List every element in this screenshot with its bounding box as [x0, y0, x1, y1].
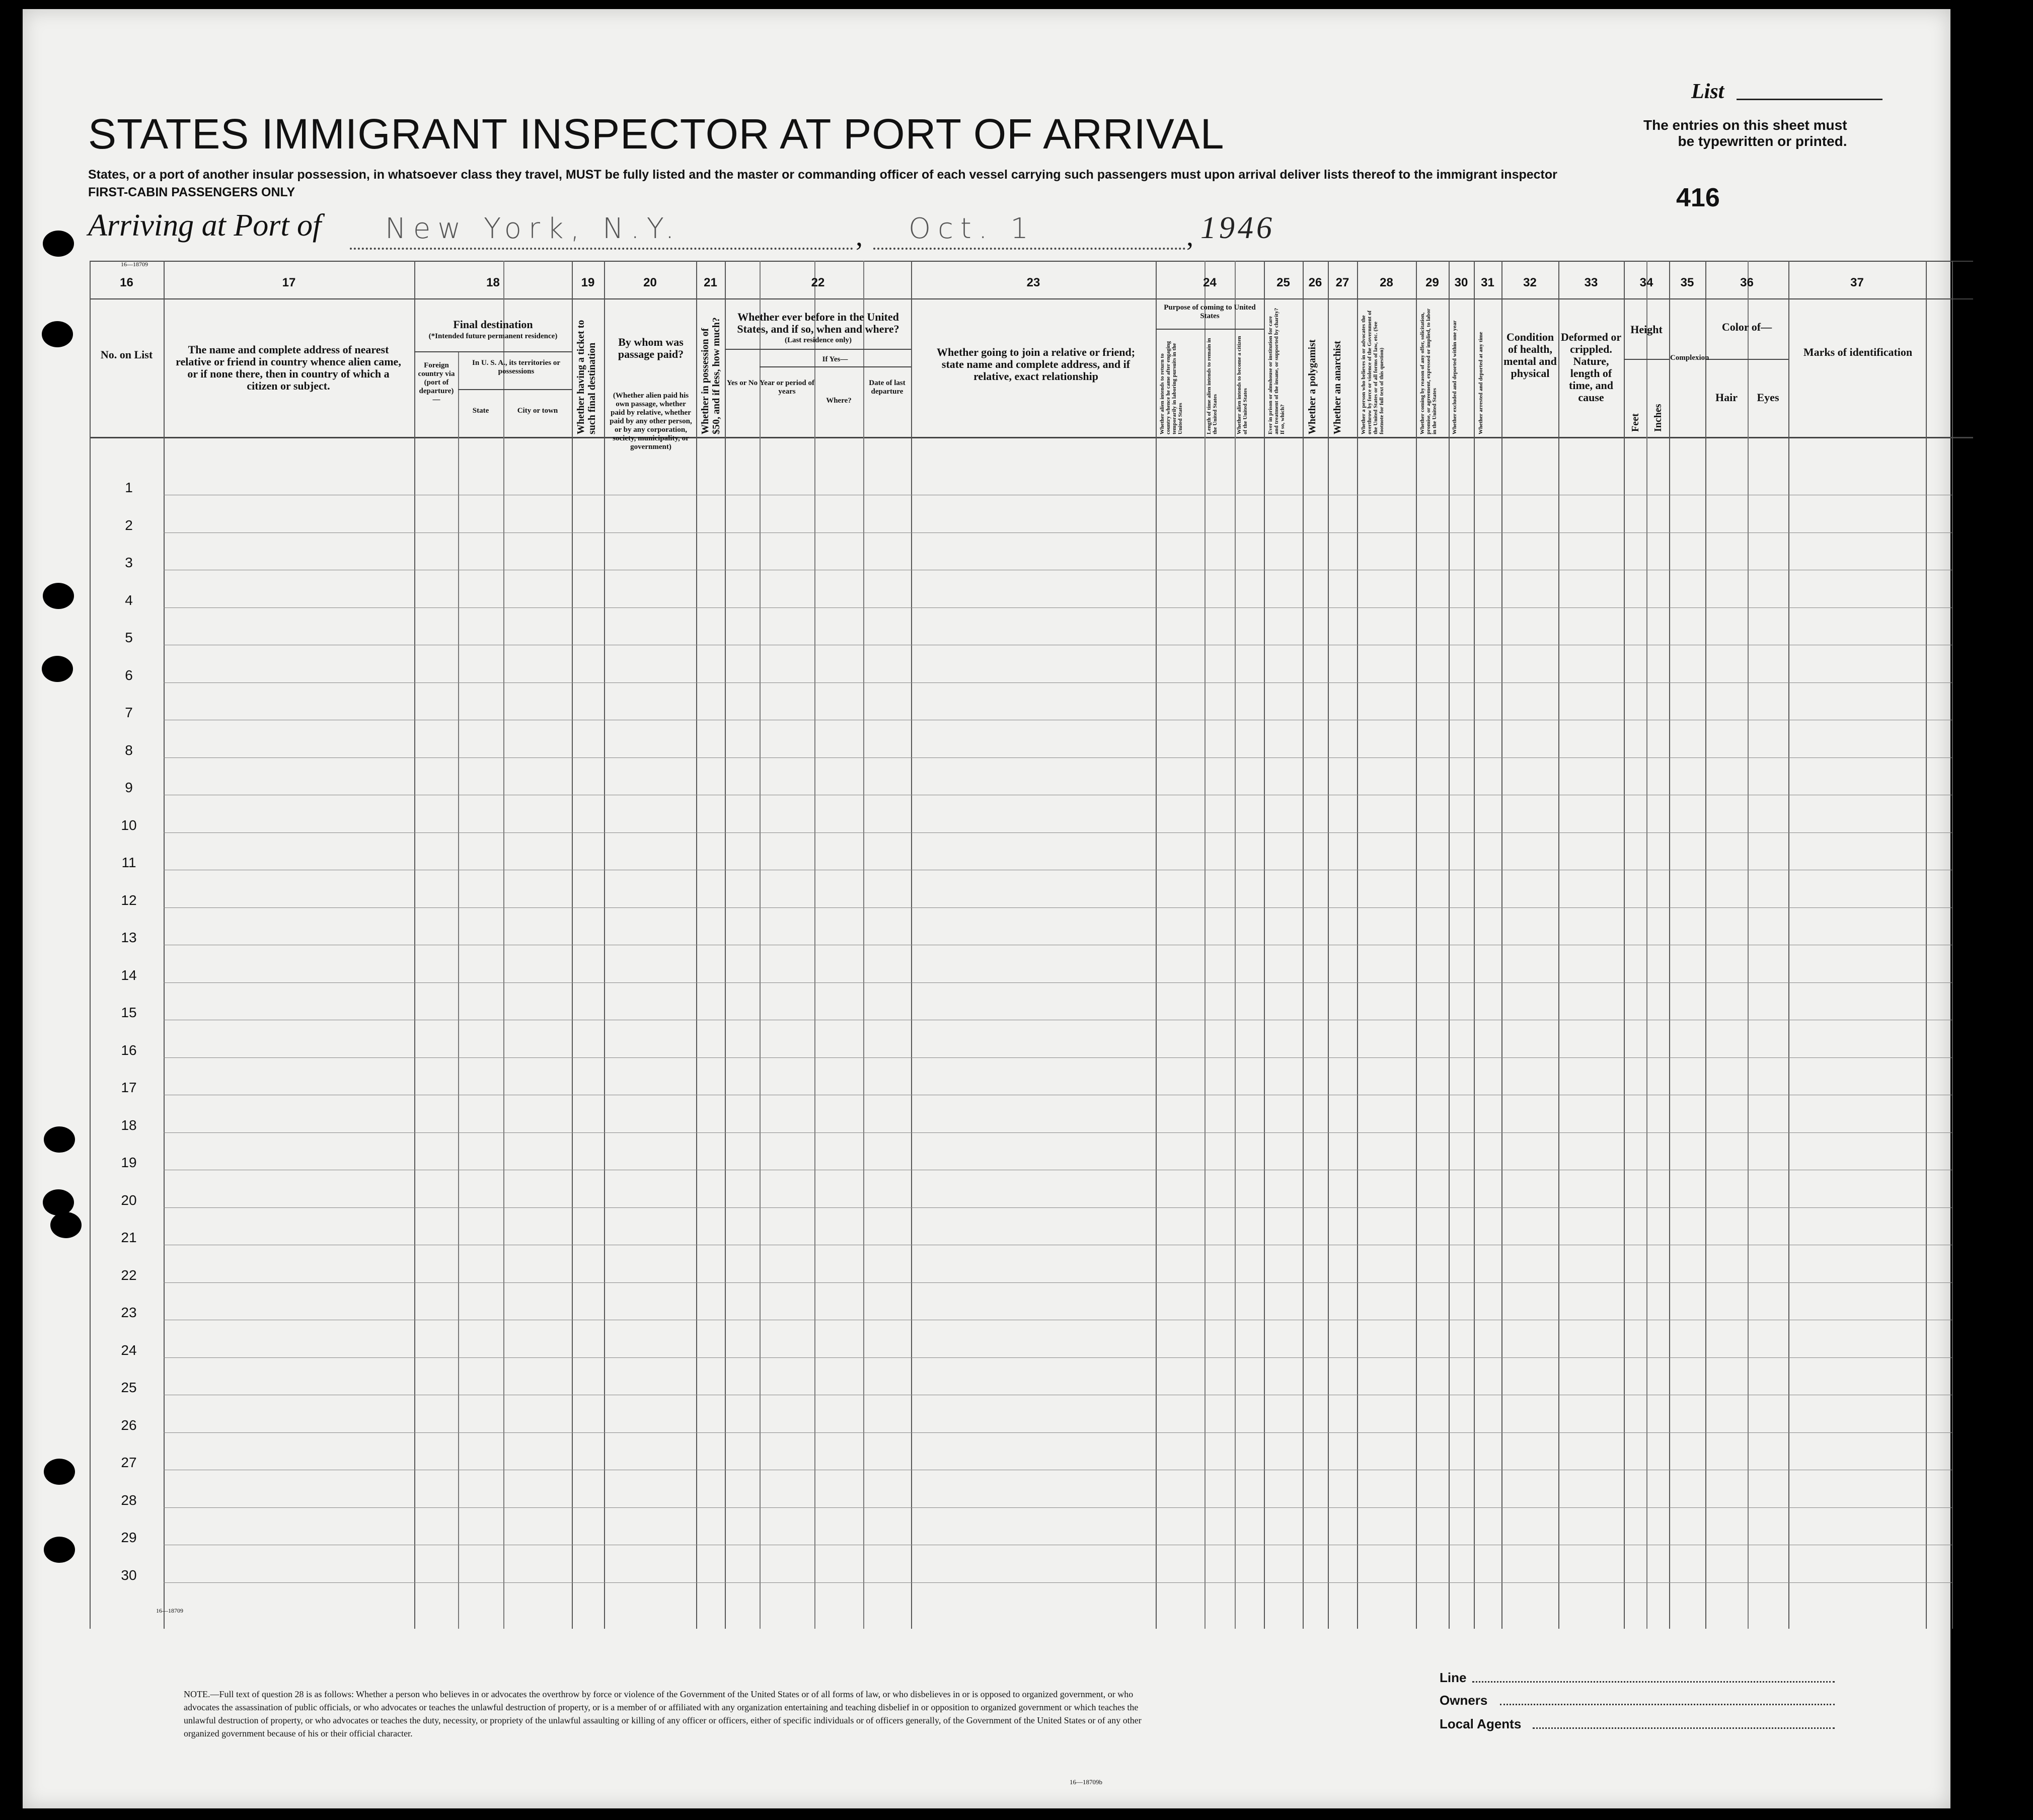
row-rule — [164, 1357, 1952, 1358]
form-code-footer: 16—18709b — [1070, 1778, 1102, 1786]
row-rule — [164, 982, 1952, 983]
form-code-bottom: 16—18709 — [156, 1607, 183, 1614]
column-number: 26 — [1308, 276, 1322, 289]
column-rule — [90, 261, 91, 1629]
entries-note-line-1: The entries on this sheet must — [1643, 117, 1847, 133]
header-in-usa: In U. S. A., its territories or possessions — [472, 359, 560, 375]
column-number: 25 — [1276, 276, 1290, 289]
header-if-yes: If Yes— — [822, 355, 848, 363]
header-question-28: Whether a person who believes in or advocates the overthrow by force or violence of the Government of the United States or of all forms of law, etc. (See footnote for full text of this question) — [1361, 310, 1385, 434]
group-rule — [1156, 329, 1264, 330]
row-number: 15 — [121, 1005, 137, 1020]
date-field[interactable] — [873, 212, 1185, 250]
list-number-field[interactable] — [1737, 99, 1883, 100]
header-yes-or-no: Yes or No — [726, 379, 758, 387]
row-number: 10 — [121, 817, 137, 833]
row-rule — [164, 1132, 1952, 1133]
header-eyes: Eyes — [1757, 391, 1779, 404]
row-rule — [164, 1582, 1952, 1583]
year-field[interactable] — [1200, 210, 1275, 246]
column-number: 22 — [811, 276, 825, 289]
column-number: 21 — [704, 276, 717, 289]
column-number: 19 — [581, 276, 595, 289]
row-rule — [164, 832, 1952, 833]
column-number: 35 — [1680, 276, 1694, 289]
row-number: 25 — [121, 1380, 137, 1395]
entries-note-line-2: be typewritten or printed. — [1678, 133, 1847, 149]
punch-hole — [44, 1537, 75, 1563]
column-number: 28 — [1380, 276, 1393, 289]
header-joining-relative: Whether going to join a relative or friend; state name and complete address, and if relative, exact relationship — [936, 346, 1136, 383]
row-number: 1 — [125, 480, 133, 495]
header-fifty-dollars: Whether in possession of $50, and if less, how much? — [700, 317, 722, 434]
header-arrested-deported: Whether arrested and deported at any time — [1478, 332, 1484, 434]
group-rule — [760, 366, 911, 367]
row-rule — [164, 1507, 1952, 1508]
row-rule — [164, 1207, 1952, 1208]
column-number: 24 — [1203, 276, 1217, 289]
header-passage-paid: By whom was passage paid? — [618, 336, 684, 360]
entries-note — [1643, 117, 1847, 149]
row-number: 30 — [121, 1567, 137, 1583]
row-number: 23 — [121, 1305, 137, 1320]
header-final-destination-note: (*Intended future permanent residence) — [428, 332, 558, 340]
header-inches: Inches — [1652, 404, 1664, 432]
column-number: 27 — [1335, 276, 1349, 289]
form-subtitle: States, or a port of another insular possession, in whatsoever class they travel, MUST be fully listed and the master or commanding officer of each vessel carrying such passengers must upon arrival deliver lists thereof to the immigrant inspector — [88, 168, 1557, 182]
form-code-top: 16—18709 — [121, 261, 148, 268]
column-number-rule — [90, 298, 1973, 299]
punch-hole — [43, 583, 74, 609]
header-no-on-list: No. on List — [100, 348, 153, 361]
header-polygamist: Whether a polygamist — [1307, 339, 1318, 434]
punch-hole — [44, 1459, 75, 1485]
column-number: 29 — [1425, 276, 1439, 289]
header-nearest-relative: The name and complete address of nearest relative or friend in country whence alien came, or if none there, then in country of which a citizen or subject. — [176, 343, 401, 392]
column-number: 31 — [1481, 276, 1494, 289]
row-number: 20 — [121, 1192, 137, 1208]
punch-hole — [42, 321, 73, 347]
column-number: 17 — [282, 276, 296, 289]
row-rule — [164, 1282, 1952, 1283]
port-field[interactable] — [350, 212, 853, 250]
date-value: Oct. 1 — [909, 212, 1036, 245]
comma: , — [1186, 221, 1193, 252]
year-value: 1946 — [1200, 211, 1275, 245]
arriving-line — [88, 208, 321, 244]
header-complexion: Complexion — [1670, 354, 1709, 362]
arriving-label: Arriving at Port of — [88, 208, 322, 243]
column-number: 16 — [120, 276, 133, 289]
passenger-manifest-table — [90, 261, 1973, 1629]
row-number: 8 — [125, 742, 133, 758]
header-prison-almshouse: Ever in prison or almshouse or institution for care and treatment of the insane, or supported by charity? If so, which? — [1267, 308, 1286, 434]
header-marks-identification: Marks of identification — [1803, 346, 1913, 358]
footnote-question-28: NOTE.—Full text of question 28 is as follows: Whether a person who believes in or advocates the overthrow by force or violence of the Government of the United States or of all forms of law, or who disbelieves in or is opposed to organized government, or who advocates the assassination of public officials, or who advocates or teaches the unlawful destruction of property, or is a member of or affiliated with any organization entertaining and teaching disbelief in or opposition to organized government or which teaches the unlawful destruction of property, or who advocates or teaches the duty, necessity, or propriety of the unlawful assaulting or killing of any officer or officers, either of specific individuals or of officers generally, of the Government of the United States or of any other organized government because of his or their official character. — [184, 1689, 1142, 1738]
group-rule — [458, 389, 572, 390]
header-date-last-departure: Date of last departure — [869, 379, 906, 396]
header-city-or-town: City or town — [517, 407, 558, 415]
header-height: Height — [1630, 323, 1663, 336]
row-number: 14 — [121, 967, 137, 983]
column-number: 30 — [1454, 276, 1468, 289]
owners-field[interactable] — [1500, 1704, 1835, 1705]
header-purpose: Purpose of coming to United States — [1164, 304, 1256, 320]
header-feet: Feet — [1630, 413, 1641, 432]
row-number: 24 — [121, 1342, 137, 1358]
list-label: List — [1691, 80, 1724, 103]
row-number: 5 — [125, 630, 133, 645]
column-number: 33 — [1584, 276, 1598, 289]
sheet-number: 416 — [1676, 183, 1720, 212]
row-rule — [164, 907, 1952, 908]
header-anarchist: Whether an anarchist — [1332, 341, 1343, 434]
header-condition-health: Condition of health, mental and physical — [1503, 331, 1557, 380]
row-number: 22 — [121, 1267, 137, 1283]
form-title: STATES IMMIGRANT INSPECTOR AT PORT OF ARRIVAL — [88, 110, 1225, 158]
header-offer-to-labor: Whether coming by reason of any offer, solicitation, promise, or agreement, expressed or implied, to labor in the United States — [1419, 309, 1438, 434]
header-year-or-period: Year or period of years — [760, 379, 815, 396]
column-number: 34 — [1639, 276, 1653, 289]
row-number: 27 — [121, 1455, 137, 1470]
row-number: 9 — [125, 780, 133, 795]
punch-hole — [42, 656, 73, 682]
header-purpose-citizen: Whether alien intends to become a citizen of the United States — [1236, 336, 1248, 434]
column-rule — [1952, 261, 1953, 1629]
line-label: Line — [1440, 1670, 1467, 1685]
header-foreign-country: Foreign country via (port of departure)— — [418, 361, 455, 404]
row-number: 18 — [121, 1117, 137, 1133]
group-rule — [1624, 359, 1669, 360]
row-number: 3 — [125, 555, 133, 570]
row-number: 4 — [125, 592, 133, 608]
table-top-rule — [90, 261, 1973, 262]
punch-hole — [43, 231, 74, 257]
header-purpose-return: Whether alien intends to return to country whence he came after engaging temporarily in laboring pursuits in the United States — [1159, 341, 1183, 434]
header-hair: Hair — [1715, 391, 1738, 404]
row-number: 21 — [121, 1230, 137, 1245]
row-number: 11 — [121, 855, 136, 870]
row-number: 13 — [121, 930, 137, 945]
sub-column-rule — [458, 351, 459, 1629]
row-number: 2 — [125, 517, 133, 533]
header-where: Where? — [826, 397, 852, 405]
row-number: 12 — [121, 892, 137, 908]
group-rule — [725, 349, 911, 350]
comma: , — [856, 221, 863, 252]
column-number: 37 — [1850, 276, 1864, 289]
row-rule — [164, 1057, 1952, 1058]
header-last-residence: (Last residence only) — [784, 336, 852, 344]
row-number: 19 — [121, 1155, 137, 1170]
row-number: 7 — [125, 705, 133, 720]
group-rule — [414, 351, 572, 352]
row-rule — [164, 1432, 1952, 1433]
row-number: 16 — [121, 1042, 137, 1058]
header-excluded-deported: Whether excluded and deported within one year — [1452, 320, 1458, 434]
header-deformed-crippled: Deformed or crippled. Nature, length of time, and cause — [1560, 331, 1622, 404]
header-passage-note: (Whether alien paid his own passage, whether paid by relative, whether paid by any other person, or by any corporation, society, municipality, or government) — [610, 392, 692, 451]
column-number: 23 — [1026, 276, 1040, 289]
header-color-of: Color of— — [1721, 321, 1772, 333]
column-number: 20 — [643, 276, 657, 289]
column-number: 36 — [1740, 276, 1754, 289]
header-bottom-rule — [90, 437, 1973, 438]
row-number: 29 — [121, 1530, 137, 1545]
punch-hole — [44, 1126, 75, 1153]
row-number: 17 — [121, 1080, 137, 1095]
punch-hole — [43, 1189, 74, 1216]
row-rule — [164, 682, 1952, 683]
header-final-destination: Final destination — [453, 318, 533, 331]
passenger-class-label: FIRST-CABIN PASSENGERS ONLY — [88, 185, 295, 199]
local-agents-field[interactable] — [1533, 1727, 1835, 1729]
punch-hole — [50, 1212, 82, 1238]
column-number: 18 — [486, 276, 500, 289]
port-value: New York, N.Y. — [385, 212, 682, 245]
row-number: 28 — [121, 1492, 137, 1508]
header-state: State — [472, 407, 489, 415]
owners-label: Owners — [1440, 1693, 1488, 1708]
group-rule — [1705, 359, 1788, 360]
header-ticket: Whether having a ticket to such final destination — [575, 320, 597, 434]
row-number: 26 — [121, 1417, 137, 1433]
column-number: 32 — [1523, 276, 1537, 289]
header-ever-before-us: Whether ever before in the United States, and if so, when and where? — [737, 311, 899, 335]
local-agents-label: Local Agents — [1440, 1716, 1522, 1731]
row-rule — [164, 757, 1952, 758]
header-purpose-length: Length of time alien intends to remain in the United States — [1206, 338, 1218, 434]
form-sheet — [23, 9, 1950, 1808]
row-number: 6 — [125, 667, 133, 683]
line-field[interactable] — [1472, 1681, 1835, 1683]
